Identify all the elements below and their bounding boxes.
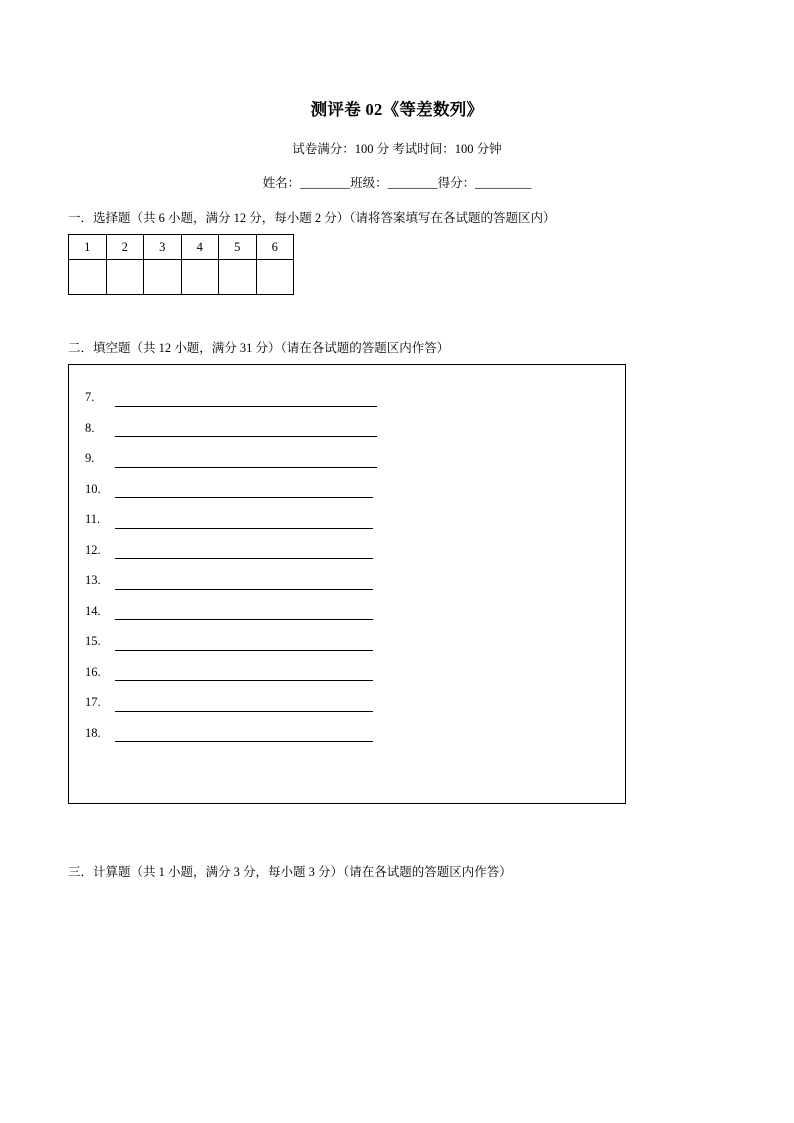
section-heading-choice: 一．选择题（共 6 小题，满分 12 分，每小题 2 分）（请将答案填写在各试题的答题区内） — [68, 211, 556, 225]
list-item — [69, 407, 625, 438]
section-heading-fill: 二．填空题（共 12 小题，满分 31 分）（请在各试题的答题区内作答） — [68, 341, 450, 355]
question-number: 16. — [85, 664, 101, 679]
question-number: 12. — [85, 542, 101, 557]
answer-number-cell: 4 — [181, 235, 219, 260]
question-number: 18. — [85, 725, 101, 740]
choice-answer-table — [68, 234, 294, 295]
question-number: 8. — [85, 420, 95, 435]
list-item — [69, 651, 625, 682]
answer-number-cell: 5 — [219, 235, 257, 260]
question-number: 17. — [85, 695, 101, 709]
fill-in-blank-list — [69, 365, 625, 742]
question-number: 14. — [85, 603, 101, 618]
student-info-fields: 姓名：________班级：________得分：_________ — [262, 176, 532, 190]
list-item — [69, 437, 625, 468]
list-item — [69, 590, 625, 621]
answer-blank-line[interactable] — [115, 420, 377, 437]
list-item — [69, 498, 625, 529]
answer-number-cell: 6 — [256, 235, 294, 260]
answer-blank-line[interactable] — [115, 451, 377, 468]
question-number: 7. — [85, 390, 95, 404]
answer-input-cell[interactable] — [106, 260, 144, 295]
page-title: 测评卷 02《等差数列》 — [310, 100, 484, 119]
answer-blank-line[interactable] — [115, 390, 377, 407]
table-row-headers — [69, 235, 294, 260]
question-number: 13. — [85, 573, 101, 587]
answer-number-cell: 1 — [69, 235, 107, 260]
fill-in-blank-answer-area — [68, 364, 626, 804]
answer-input-cell[interactable] — [144, 260, 182, 295]
answer-blank-line[interactable] — [115, 695, 373, 712]
list-item — [69, 681, 625, 712]
answer-blank-line[interactable] — [115, 725, 373, 742]
answer-blank-line[interactable] — [115, 634, 373, 651]
answer-blank-line[interactable] — [115, 512, 373, 529]
answer-blank-line[interactable] — [115, 542, 373, 559]
answer-blank-line[interactable] — [115, 603, 373, 620]
question-number: 15. — [85, 634, 101, 648]
list-item — [69, 559, 625, 590]
list-item — [69, 712, 625, 743]
answer-blank-line[interactable] — [115, 664, 373, 681]
exam-score-time-info: 试卷满分：100 分 考试时间：100 分钟 — [292, 142, 502, 156]
answer-input-cell[interactable] — [69, 260, 107, 295]
table-row-answers — [69, 260, 294, 295]
answer-number-cell: 3 — [144, 235, 182, 260]
question-number: 9. — [85, 451, 95, 465]
section-heading-calc: 三．计算题（共 1 小题，满分 3 分，每小题 3 分）（请在各试题的答题区内作答） — [68, 865, 512, 879]
answer-input-cell[interactable] — [181, 260, 219, 295]
question-number: 11. — [85, 512, 101, 526]
question-number: 10. — [85, 481, 101, 496]
answer-input-cell[interactable] — [256, 260, 294, 295]
list-item — [69, 529, 625, 560]
answer-input-cell[interactable] — [219, 260, 257, 295]
answer-blank-line[interactable] — [115, 481, 373, 498]
answer-blank-line[interactable] — [115, 573, 373, 590]
answer-number-cell: 2 — [106, 235, 144, 260]
list-item — [69, 620, 625, 651]
list-item — [69, 376, 625, 407]
list-item — [69, 468, 625, 499]
